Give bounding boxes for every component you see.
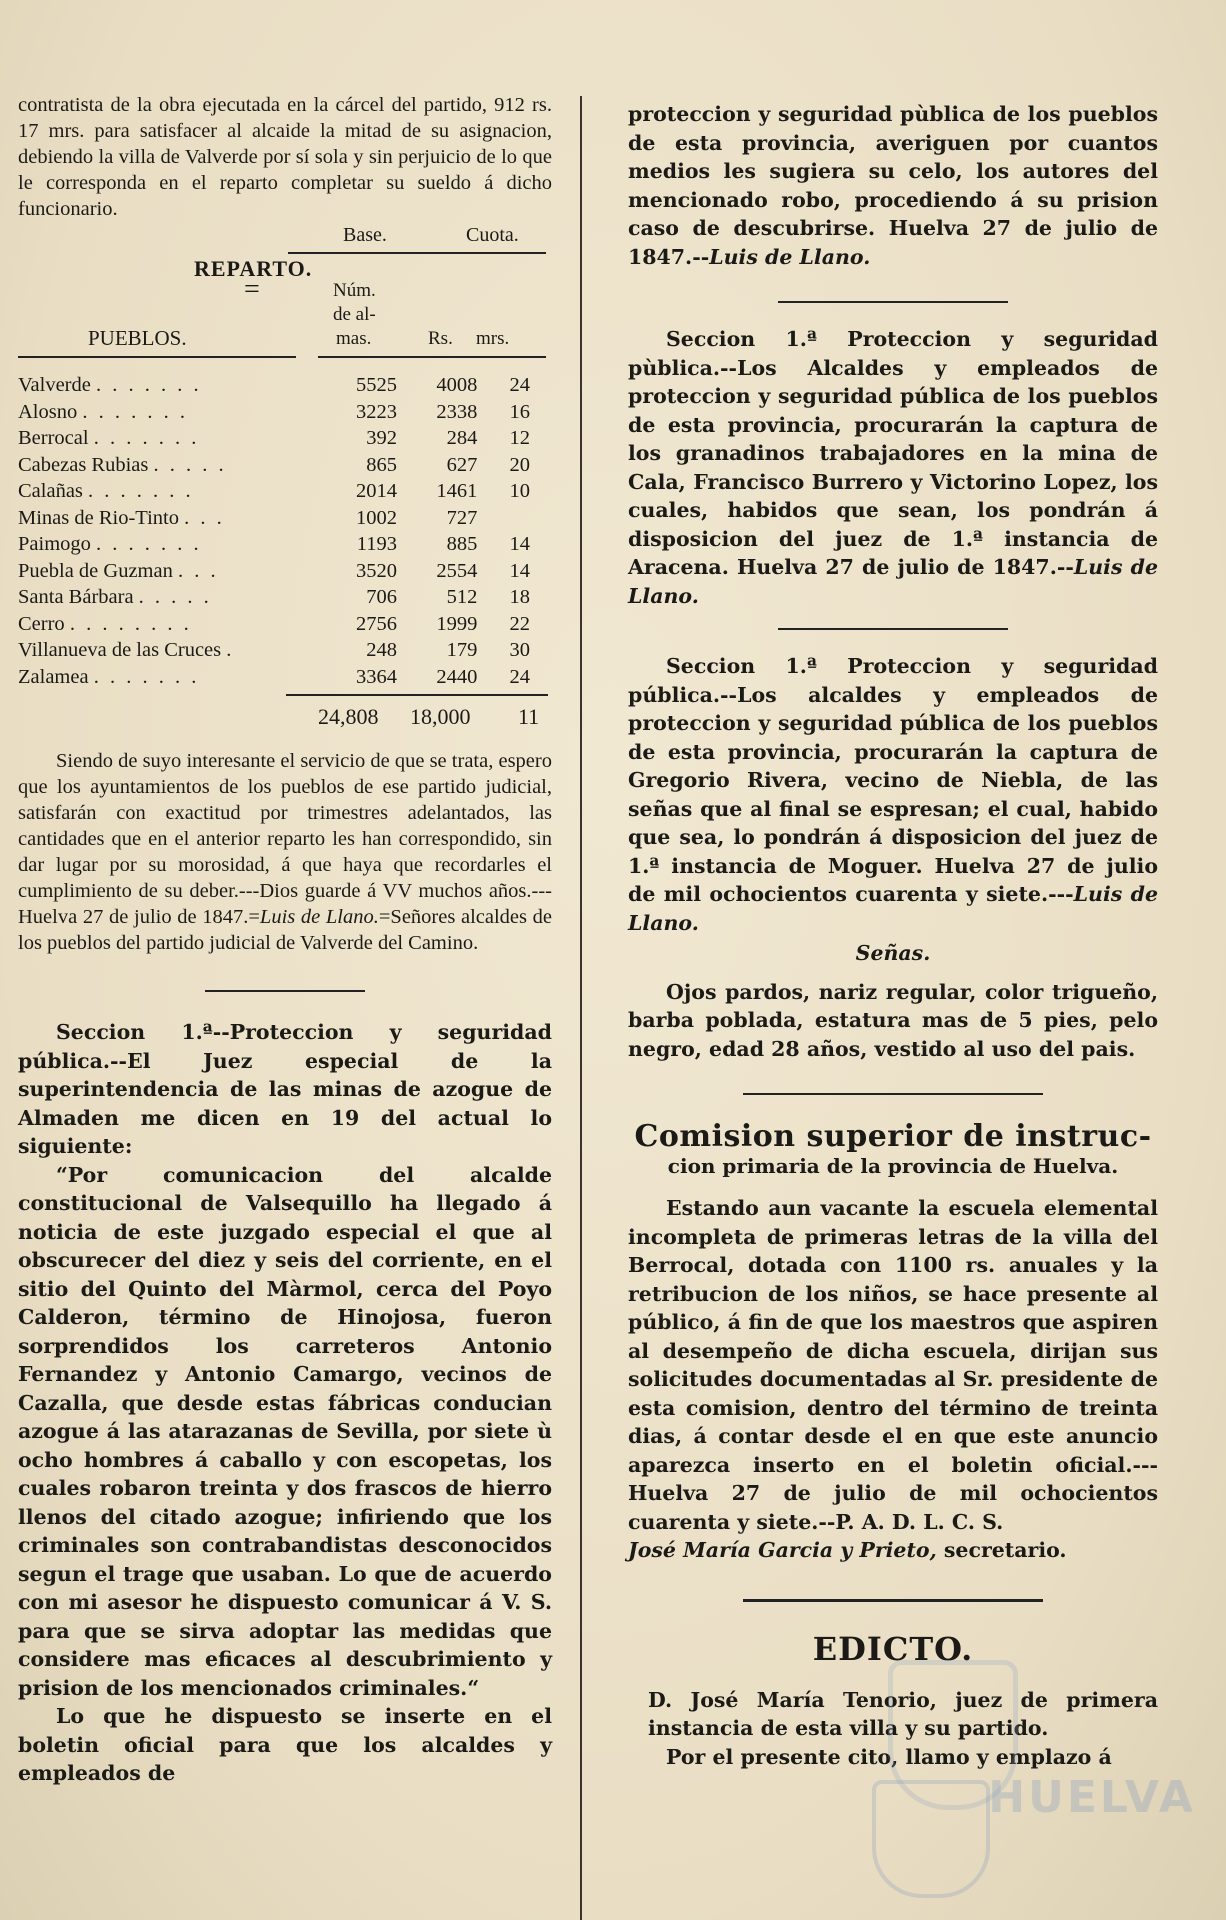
almaden-quote: “Por comunicacion del alcalde constitucional de Valsequillo ha llegado á noticia de este juzgado especial el que al obscurecer del diez y seis del corriente, en el sitio del Quinto del Màrmol, cerca del Poyo Calderon, término de Hinojosa, fueron sorprendidos los carreteros Antonio Fernandez y Antonio Camargo, vecinos de Cazalla, que desde estas fábricas conducian azogue á las atarazanas de Sevilla, por siete ù ocho hombres á caballo y con escopetas, los cuales robaron treinta y dos frascos de hierro llenos del citado azogue; infiriendo que los criminales son contrabandistas desconocidos segun el trage que usaban. Lo que de acuerdo con mi asesor he dispuesto comunicar á V. S. para que se sirva adoptar las medidas que considere mas eficaces al descubrimiento y prision de los mencionados criminales.“: [18, 1162, 552, 1700]
header-rule-bottom: [18, 356, 296, 358]
town-cell: [18, 531, 326, 558]
comision-title: Comision superior de instruc-: [634, 1119, 1152, 1154]
base-cell: 865: [366, 453, 397, 476]
seccion-rivera: [628, 652, 1158, 937]
left-column: [18, 92, 552, 1788]
section-rule-4: [743, 1093, 1043, 1095]
town-name: Alosno: [18, 400, 78, 423]
mrs-cell: 20: [509, 453, 530, 476]
mrs-cell: 30: [509, 639, 530, 661]
edicto-title: EDICTO.: [812, 1629, 974, 1668]
mrs-cell: 16: [509, 400, 530, 423]
rs-cell: 627: [446, 453, 478, 476]
section-rule-5: [743, 1599, 1043, 1602]
col-base-label: Base.: [343, 224, 387, 246]
mrs-cell: 18: [509, 586, 530, 608]
town-cell: [18, 399, 326, 426]
town-name: Calañas: [18, 480, 83, 502]
base-cell: 2014: [355, 480, 397, 502]
total-base: 24,808: [318, 704, 379, 729]
town-cell: [18, 478, 326, 505]
town-cell: [18, 584, 326, 611]
town-cell: [18, 611, 326, 638]
base-cell: 2756: [355, 612, 397, 635]
robo-signature: Luis de Llano.: [709, 244, 871, 269]
base-cell: 3223: [355, 400, 397, 423]
intro-paragraph: contratista de la obra ejecutada en la cárcel del partido, 912 rs. 17 mrs. para satisfacer al alcaide la mitad de su asignacion, debiendo la villa de Valverde por sí sola y sin perjuicio de lo que le corresponda en el reparto completar su sueldo á dicho funcionario.: [18, 94, 552, 220]
num-label-3: mas.: [336, 328, 372, 349]
leader-dots: . . . . .: [153, 453, 227, 476]
totals-row: [18, 698, 552, 732]
mrs-cell: 24: [509, 374, 530, 396]
reparto-label: REPARTO.: [194, 256, 313, 281]
leader-dots: . . . . . . .: [93, 427, 200, 449]
mrs-cell: 24: [509, 665, 530, 688]
town-name: Valverde: [18, 374, 91, 396]
senas-title: [628, 939, 1158, 968]
section-rule-3: [778, 628, 1008, 630]
table-row: [18, 584, 538, 611]
edicto-body: Por el presente cito, llamo y emplazo á: [666, 1744, 1112, 1769]
base-cell: 706: [366, 586, 397, 608]
town-name: Puebla de Guzman: [18, 559, 173, 582]
rs-cell: 4008: [436, 374, 478, 396]
num-label-2: de al-: [333, 304, 376, 325]
watermark-text: HUELVA: [988, 1772, 1196, 1823]
comision-body: [628, 1194, 1158, 1565]
table-row: [18, 611, 538, 638]
leader-dots: . . . . . . .: [82, 400, 188, 423]
rs-cell: 1461: [436, 480, 478, 502]
leader-dots: . . . . . . .: [95, 374, 202, 396]
town-name: Berrocal: [18, 427, 89, 449]
town-name: Paimogo: [18, 533, 91, 555]
robo-continuation: [628, 100, 1158, 271]
town-name: Zalamea: [18, 665, 89, 688]
seccion-almaden: Seccion 1.ª--Proteccion y seguridad pública.--El Juez especial de la superintendencia de las minas de azogue de Almaden me dicen en 19 del actual lo siguiente:: [18, 1020, 552, 1158]
leader-dots: . . . . . . .: [88, 480, 194, 502]
table-row: [18, 558, 538, 585]
rs-cell: 179: [446, 639, 478, 661]
leader-dots: . . .: [177, 559, 219, 582]
base-cell: 5525: [355, 374, 397, 396]
base-cell: 3364: [355, 665, 397, 688]
leader-dots: . . . . . . . .: [69, 612, 192, 635]
base-cell: 1002: [355, 506, 397, 529]
table-row: [18, 452, 538, 479]
table-row: [18, 531, 538, 558]
mrs-cell: [477, 505, 538, 532]
header-rule-bottom-2: [318, 356, 546, 358]
closing-signature: Luis de Llano.: [259, 906, 379, 928]
leader-dots: .: [226, 639, 235, 661]
table-row: [18, 637, 538, 664]
robo-text: proteccion y seguridad pùblica de los pueblos de esta provincia, averiguen por cuantos medios les sugiera su celo, los autores del mencionado robo, procediendo á su prision caso de descubrirse. Huelva 27 de julio de 1847.--: [628, 102, 1158, 269]
section-rule: [205, 990, 365, 992]
closing-addressee: =Señores alcaldes de los pueblos del partido judicial de Valverde del Camino.: [18, 906, 553, 954]
table-row: [18, 505, 538, 532]
right-column: [628, 100, 1158, 1771]
rs-cell: 727: [446, 506, 478, 529]
totals-rule: [286, 694, 548, 696]
table-row: [18, 399, 538, 426]
granadinos-signature: Luis de Llano.: [628, 555, 1158, 608]
closing-text: Siendo de suyo interesante el servicio de que se trata, espero que los ayuntamientos de los pueblos de ese partido judicial, satisfarán con exactitud por trimestres adelantados, las cantidades que en el anterior reparto les han correspondido, sin dar lugar por su morosidad, á que haya que recordarles el cumplimiento de su deber.---Dios guarde á VV muchos años.---Huelva 27 de julio de 1847.=: [18, 750, 552, 928]
rs-cell: 2440: [436, 665, 478, 688]
senas-body: Ojos pardos, nariz regular, color trigueño, barba poblada, estatura mas de 5 pies, pelo negro, edad 28 años, vestido al uso del pais.: [628, 979, 1158, 1061]
leader-dots: . . . . . . .: [96, 533, 202, 555]
reparto-table-header: [18, 222, 552, 372]
comision-text: Estando aun vacante la escuela elemental incompleta de primeras letras de la villa del Berrocal, dotada con 1100 rs. anuales y la retribucion de los niños, se hace presente al público, á fin de que los maestros que aspiren al desempeño de dicha escuela, dirijan sus solicitudes documentadas al Sr. presidente de esta comision, dentro del término de treinta dias, á contar desde el en que este anuncio aparezca inserto en el boletin oficial.---Huelva 27 de julio de mil ochocientos cuarenta y siete.--P. A. D. L. C. S.: [628, 1196, 1158, 1534]
town-cell: [18, 505, 326, 532]
town-name: Santa Bárbara: [18, 586, 134, 608]
rs-cell: 1999: [436, 612, 478, 635]
town-cell: [18, 637, 326, 664]
pueblos-label: PUEBLOS.: [88, 326, 187, 350]
almaden-final: Lo que he dispuesto se inserte en el boletin oficial para que los alcaldes y empleados de: [18, 1704, 552, 1785]
town-name: Cabezas Rubias: [18, 453, 149, 476]
seccion-granadinos: [628, 325, 1158, 610]
base-cell: 1193: [356, 533, 397, 555]
town-cell: [18, 372, 326, 399]
senas-title-text: Señas.: [855, 941, 931, 965]
base-cell: 3520: [355, 559, 397, 582]
town-name: Cerro: [18, 612, 65, 635]
base-cell: 392: [366, 427, 397, 449]
total-rs: 18,000: [410, 704, 471, 729]
num-label-1: Núm.: [333, 280, 376, 301]
mrs-cell: 10: [509, 480, 530, 502]
granadinos-text: Seccion 1.ª Proteccion y seguridad pùblica.--Los Alcaldes y empleados de proteccion y seguridad pública de los pueblos de esta provincia, procurarán la captura de los granadinos trabajadores en la mina de Cala, Francisco Burrero y Victorino Lopez, los cuales, habidos que sean, los pondrán á disposicion del juez de 1.ª instancia de Aracena. Huelva 27 de julio de 1847.--: [628, 327, 1158, 579]
equals-sign: =: [244, 274, 260, 305]
town-cell: [18, 452, 326, 479]
town-name: Minas de Rio-Tinto: [18, 506, 179, 529]
col-cuota-label: Cuota.: [466, 224, 519, 246]
table-row: [18, 372, 538, 399]
comision-signature-role: secretario.: [936, 1538, 1067, 1562]
rs-cell: 885: [446, 533, 478, 555]
table-row: [18, 478, 538, 505]
closing-paragraph: [18, 748, 552, 956]
town-cell: [18, 664, 326, 691]
table-row: [18, 425, 538, 452]
leader-dots: . . . . .: [138, 586, 212, 608]
rs-cell: 2554: [436, 559, 478, 582]
rs-cell: 2338: [436, 400, 478, 423]
comision-subtitle: cion primaria de la provincia de Huelva.: [667, 1154, 1119, 1178]
section-rule-2: [778, 301, 1008, 303]
mrs-cell: 14: [509, 533, 530, 555]
mrs-cell: 12: [509, 427, 530, 449]
leader-dots: . . . . . . .: [93, 665, 200, 688]
rs-cell: 512: [446, 586, 478, 608]
mrs-cell: 14: [509, 559, 530, 582]
edicto-intro: D. José María Tenorio, juez de primera instancia de esta villa y su partido.: [648, 1687, 1158, 1740]
comision-signature: José María Garcia y Prieto,: [628, 1538, 937, 1562]
mrs-cell: 22: [509, 612, 530, 635]
mrs-label: mrs.: [476, 328, 510, 349]
header-rule-top: [288, 252, 546, 254]
reparto-table: [18, 372, 538, 690]
town-name: Villanueva de las Cruces: [18, 639, 222, 661]
rivera-signature: Luis de Llano.: [628, 882, 1158, 935]
town-cell: [18, 425, 326, 452]
table-row: [18, 664, 538, 691]
town-cell: [18, 558, 326, 585]
total-mrs: 11: [518, 704, 540, 729]
rivera-text: Seccion 1.ª Proteccion y seguridad pública.--Los alcaldes y empleados de proteccion y seguridad pública de los pueblos de esta provincia, procurarán la captura de Gregorio Rivera, vecino de Niebla, de las señas que al final se espresan; el cual, habido que sea, lo pondrán á disposicion del juez de 1.ª instancia de Moguer. Huelva 27 de julio de mil ochocientos cuarenta y siete.---: [628, 654, 1158, 906]
base-cell: 248: [366, 639, 397, 661]
rs-cell: 284: [446, 427, 478, 449]
column-divider: [580, 96, 582, 1920]
rs-label: Rs.: [428, 328, 453, 349]
leader-dots: . . .: [184, 506, 225, 529]
